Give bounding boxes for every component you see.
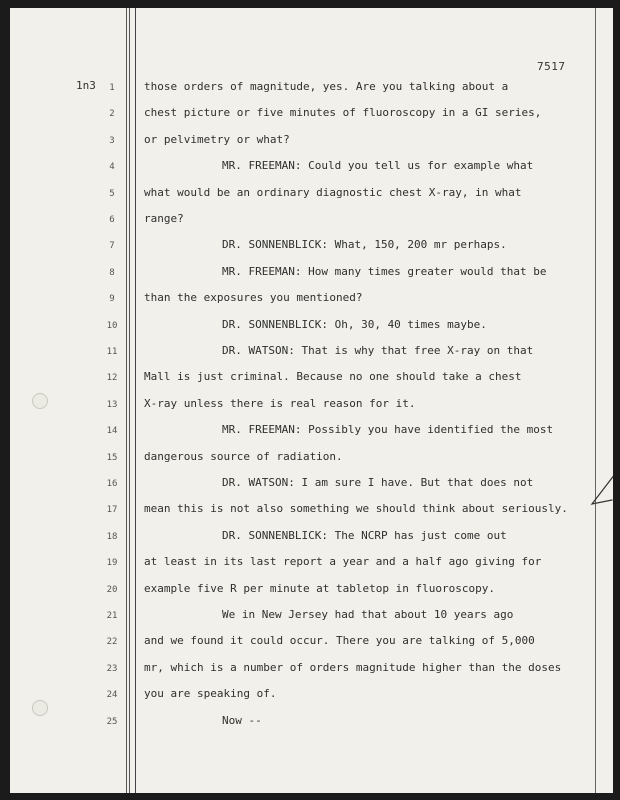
line-number: 3 <box>109 135 115 146</box>
transcript-line: Now -- <box>222 713 262 727</box>
line-number: 25 <box>106 716 118 727</box>
transcript-line: example five R per minute at tabletop in fluoroscopy. <box>144 581 495 595</box>
line-number: 7 <box>109 241 115 252</box>
line-number: 17 <box>106 505 118 516</box>
margin-rule <box>135 8 136 793</box>
line-number: 5 <box>109 188 115 199</box>
line-number: 18 <box>106 531 118 542</box>
reporter-line-id: 1n3 <box>76 79 96 92</box>
transcript-line: what would be an ordinary diagnostic chest X-ray, in what <box>144 185 522 199</box>
transcript-line: or pelvimetry or what? <box>144 132 290 146</box>
transcript-line: MR. FREEMAN: Could you tell us for example what <box>222 159 534 173</box>
transcript-line: Mall is just criminal. Because no one should take a chest <box>144 370 522 384</box>
transcript-line: range? <box>144 212 184 225</box>
transcript-line: at least in its last report a year and a half ago giving for <box>144 555 542 569</box>
line-number: 4 <box>109 162 115 173</box>
transcript-line: MR. FREEMAN: Possibly you have identified the most <box>222 423 554 437</box>
transcript-line: We in New Jersey had that about 10 years ago <box>222 608 514 621</box>
page-number: 7517 <box>537 60 566 73</box>
transcript-line: DR. WATSON: That is why that free X-ray on that <box>222 344 534 357</box>
transcript-line: DR. WATSON: I am sure I have. But that does not <box>222 476 534 489</box>
transcript-page <box>10 8 613 793</box>
line-number: 8 <box>109 267 115 278</box>
transcript-line: DR. SONNENBLICK: Oh, 30, 40 times maybe. <box>222 317 487 331</box>
transcript-line: chest picture or five minutes of fluoroscopy in a GI series, <box>144 106 542 120</box>
margin-rule <box>129 8 130 793</box>
line-number: 9 <box>109 294 115 305</box>
punch-hole <box>32 393 48 409</box>
line-number: 22 <box>106 637 118 648</box>
punch-hole <box>32 700 48 716</box>
line-number: 23 <box>106 663 118 674</box>
line-number: 13 <box>106 399 118 410</box>
transcript-line: DR. SONNENBLICK: The NCRP has just come out <box>222 528 507 542</box>
line-number: 15 <box>106 452 118 463</box>
line-number: 19 <box>106 558 118 569</box>
line-number: 2 <box>109 109 115 120</box>
transcript-line: X-ray unless there is real reason for it. <box>144 396 416 410</box>
line-number: 12 <box>106 373 118 384</box>
margin-rule <box>126 8 127 793</box>
line-number: 21 <box>106 611 118 621</box>
transcript-line: those orders of magnitude, yes. Are you talking about a <box>144 80 509 93</box>
transcript-line: DR. SONNENBLICK: What, 150, 200 mr perhaps. <box>222 238 507 252</box>
handwritten-check-mark <box>588 472 613 522</box>
transcript-line: you are speaking of. <box>144 687 277 701</box>
transcript-line: mr, which is a number of orders magnitude higher than the doses <box>144 660 562 674</box>
transcript-line: than the exposures you mentioned? <box>144 291 363 305</box>
line-number: 1 <box>109 83 115 93</box>
line-number: 10 <box>106 320 118 331</box>
transcript-line: mean this is not also something we should think about seriously. <box>144 502 568 516</box>
line-number: 20 <box>106 584 118 595</box>
line-number: 24 <box>106 690 118 701</box>
line-number: 14 <box>106 426 118 437</box>
transcript-line: MR. FREEMAN: How many times greater would that be <box>222 264 547 278</box>
line-number: 11 <box>106 347 118 357</box>
transcript-line: and we found it could occur. There you are talking of 5,000 <box>144 634 535 648</box>
line-number: 16 <box>106 479 118 489</box>
transcript-line: dangerous source of radiation. <box>144 449 343 463</box>
line-number: 6 <box>109 215 115 225</box>
